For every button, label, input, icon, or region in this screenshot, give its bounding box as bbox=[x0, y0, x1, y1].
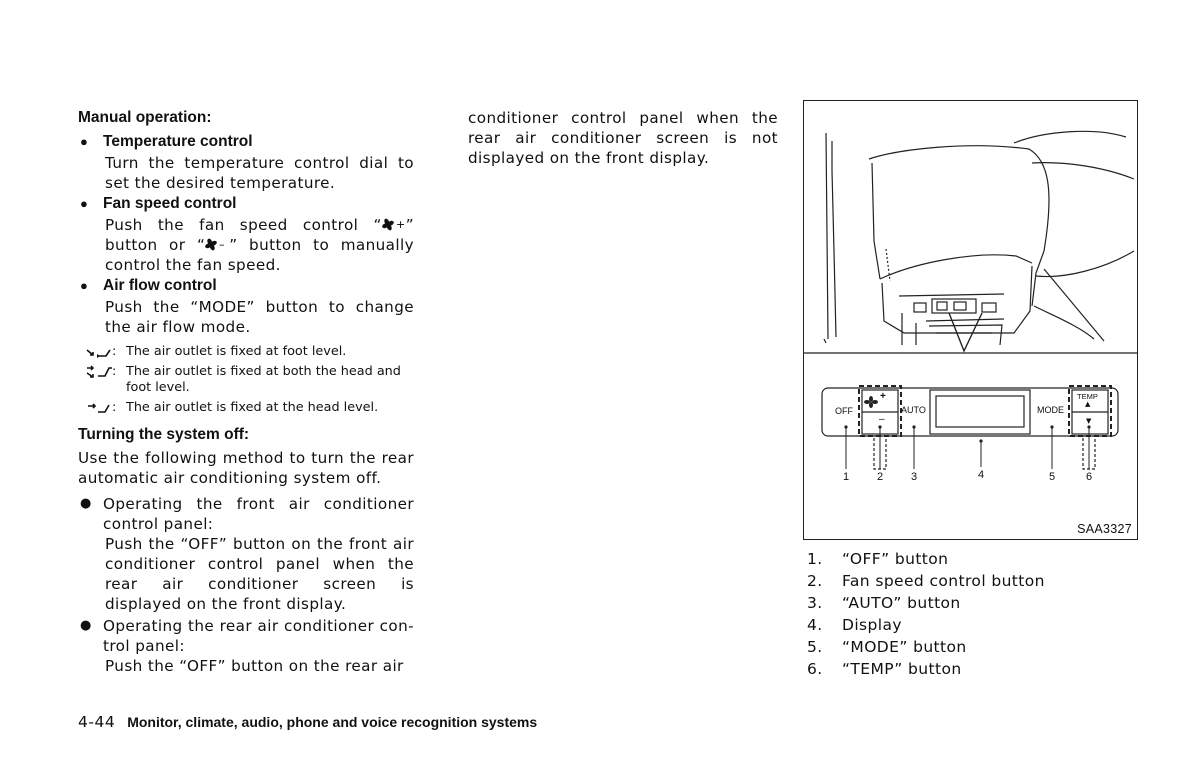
svg-text:–: – bbox=[219, 238, 226, 251]
callout-3: 3 bbox=[911, 471, 918, 483]
head-and-foot-level-icon bbox=[84, 365, 114, 379]
panel-fan-minus-label: – bbox=[879, 414, 885, 425]
figure-id: SAA3327 bbox=[1077, 522, 1132, 536]
callout-6: 6 bbox=[1086, 471, 1093, 483]
temperature-control-text: Turn the temperature control dial to set the desired temperature. bbox=[105, 154, 414, 192]
turning-off-intro: Use the following method to turn the rear automatic air conditioning system off. bbox=[78, 449, 414, 487]
temp-up-icon: ▲ bbox=[1085, 400, 1091, 408]
legend-item: 3. “AUTO” button bbox=[807, 594, 961, 612]
legend-item: 1. “OFF” button bbox=[807, 550, 949, 568]
panel-temp-label: TEMP bbox=[1077, 392, 1098, 401]
bullet-icon: ● bbox=[80, 278, 88, 293]
figure-legend bbox=[807, 548, 1045, 680]
fan-speed-control-heading: ● Fan speed control bbox=[78, 193, 414, 215]
air-flow-control-heading: ● Air flow control bbox=[78, 275, 414, 297]
mode-foot-level: : The air outlet is fixed at foot level. bbox=[78, 344, 414, 361]
mode-head-level: : The air outlet is fixed at the head level. bbox=[78, 400, 414, 417]
callout-2: 2 bbox=[877, 471, 884, 483]
turning-system-off-heading: Turning the system off: bbox=[78, 426, 250, 443]
callout-4: 4 bbox=[978, 469, 985, 481]
section-title: Monitor, climate, audio, phone and voice recognition systems bbox=[127, 714, 538, 730]
panel-fan-plus-label: + bbox=[880, 391, 886, 402]
bullet-icon: ● bbox=[80, 134, 88, 149]
fan-minus-icon bbox=[205, 238, 229, 251]
callout-1: 1 bbox=[843, 471, 850, 483]
fan-speed-control-text: Push the fan speed control “ + ” button or “ – ” button to manually control the fan speed. bbox=[105, 216, 414, 274]
panel-off-label: OFF bbox=[835, 406, 853, 416]
bullet-icon: ● bbox=[80, 496, 92, 511]
legend-item: 4. Display bbox=[807, 616, 902, 634]
head-level-icon bbox=[84, 401, 114, 415]
front-panel-bullet: ● Operating the front air conditioner control panel: bbox=[80, 495, 414, 533]
fan-plus-icon bbox=[382, 218, 406, 231]
legend-item: 6. “TEMP” button bbox=[807, 660, 962, 678]
panel-mode-label: MODE bbox=[1037, 405, 1064, 415]
bullet-icon: ● bbox=[80, 196, 88, 211]
page-number: 4-44 bbox=[78, 713, 116, 731]
bullet-icon: ● bbox=[80, 618, 92, 633]
legend-item: 5. “MODE” button bbox=[807, 638, 967, 656]
rear-panel-text: Push the “OFF” button on the rear air bbox=[105, 657, 404, 675]
temperature-control-heading: ● Temperature control bbox=[78, 131, 414, 153]
callout-5: 5 bbox=[1049, 471, 1056, 483]
foot-level-icon bbox=[84, 345, 114, 359]
control-panel-illustration bbox=[804, 101, 1137, 521]
temp-down-icon: ▼ bbox=[1086, 417, 1092, 425]
mode-head-and-foot-level: : The air outlet is fixed at both the head and foot level. bbox=[78, 364, 414, 397]
page-footer bbox=[78, 712, 537, 731]
air-flow-control-text: Push the “MODE” button to change the air flow mode. bbox=[105, 298, 414, 336]
legend-item: 2. Fan speed control button bbox=[807, 572, 1045, 590]
left-column bbox=[78, 108, 414, 676]
continued-text: conditioner control panel when the rear air conditioner screen is not displayed on the front display. bbox=[468, 109, 778, 167]
rear-panel-bullet: ● Operating the rear air conditioner con-trol panel: bbox=[80, 617, 414, 655]
manual-operation-heading: Manual operation: bbox=[78, 109, 212, 126]
svg-text:+: + bbox=[395, 218, 406, 231]
front-panel-text: Push the “OFF” button on the front air conditioner control panel when the rear air conditioner screen is displayed on the front display. bbox=[105, 535, 414, 613]
control-panel-figure bbox=[803, 100, 1138, 540]
panel-auto-label: AUTO bbox=[901, 405, 926, 415]
